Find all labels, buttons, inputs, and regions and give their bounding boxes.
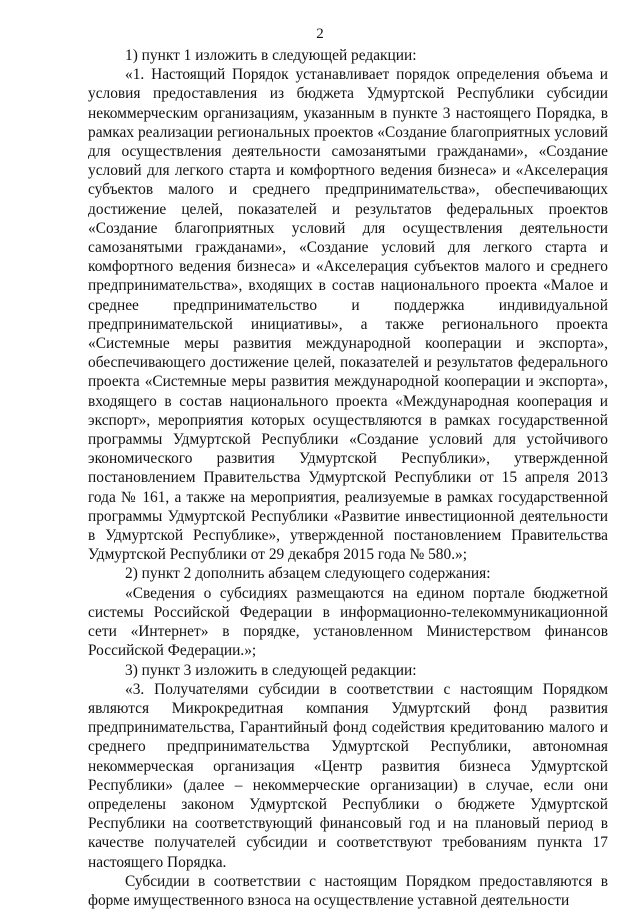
paragraph-item-1-text: «1. Настоящий Порядок устанавливает порядок определения объема и условия предоставления из бюджета Удмуртской Республики субсидии некоммерческим организациям, указанным в пункте 3 настоящего Порядка, в рамках реализации региональных проектов «Создание благоприятных условий для осуществления деятельности самозанятыми гражданами», «Создание условий для легкого старта и комфортного ведения бизнеса» и «Акселерация субъектов малого и среднего предпринимательства», обеспечивающих достижение целей, показателей и результатов федеральных проектов «Создание благоприятных условий для осуществления деятельности самозанятыми гражданами», «Создание условий для легкого старта и комфортного ведения бизнеса» и «Акселерация субъектов малого и среднего предпринимательства», входящих в состав национального проекта «Малое и среднее предпринимательство и поддержка индивидуальной предпринимательской инициативы», а также регионального проекта «Системные меры развития международной кооперации и экспорта», обеспечивающего достижение целей, показателей и результатов федерального проекта «Системные меры развития международной кооперации и экспорта», входящего в состав национального проекта «Международная кооперация и экспорт», мероприятия которых осуществляются в рамках государственной программы Удмуртской Республики «Создание условий для устойчивого экономического развития Удмуртской Республики», утвержденной постановлением Правительства Удмуртской Республики от 15 апреля 2013 года № 161, а также на мероприятия, реализуемые в рамках государственной программы Удмуртской Республики «Развитие инвестиционной деятельности в Удмуртской Республике», утвержденной постановлением Правительства Удмуртской Республики от 29 декабря 2015 года № 580.»; — [88, 66, 608, 564]
page-number: 2 — [316, 26, 324, 42]
paragraph-continuation: Субсидии в соответствии с настоящим Порядком предоставляются в форме имущественного взноса на осуществление уставной деятельности — [88, 872, 608, 909]
paragraph-item-2: 2) пункт 2 дополнить абзацем следующего содержания: — [125, 565, 491, 583]
document-body — [88, 46, 608, 910]
paragraph-item-3-text: «3. Получателями субсидии в соответствии с настоящим Порядком являются Микрокредитная компания Удмуртский фонд развития предпринимательства, Гарантийный фонд содействия кредитованию малого и среднего предпринимательства Удмуртской Республики, автономная некоммерческая организация «Центр развития бизнеса Удмуртской Республики» (далее – некоммерческие организации) в случае, если они определены законом Удмуртской Республики о бюджете Удмуртской Республики на соответствующий финансовый год и на плановый период в качестве получателей субсидии и соответствуют требованиям пункта 17 настоящего Порядка. — [88, 680, 608, 871]
paragraph-item-2-text: «Сведения о субсидиях размещаются на едином портале бюджетной системы Российской Федерации в информационно-телекоммуникационной сети «Интернет» в порядке, установленном Министерством финансов Российской Федерации.»; — [88, 584, 608, 660]
paragraph-item-3: 3) пункт 3 изложить в следующей редакции: — [125, 661, 417, 679]
paragraph-item-1: 1) пункт 1 изложить в следующей редакции: — [125, 47, 417, 64]
